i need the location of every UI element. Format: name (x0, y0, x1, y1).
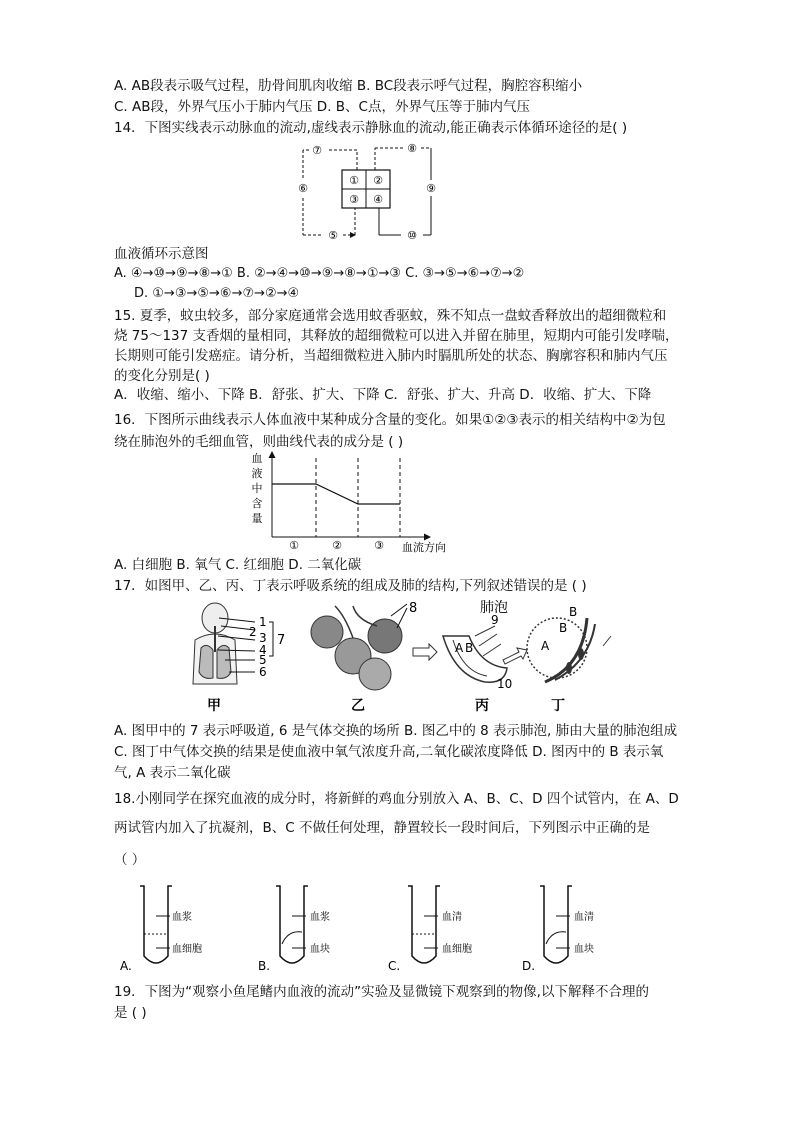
bing-label-a: A (455, 641, 464, 655)
jia-label-1: 1 (259, 615, 267, 629)
yi-label-8: 8 (409, 601, 418, 616)
q14-options-line-1: A. ④→⑩→⑨→⑧→① B. ②→④→⑩→⑨→⑧→①→③ C. ③→⑤→⑥→⑦→② (114, 266, 525, 281)
respiratory-figures (185, 596, 620, 716)
bing-label-9: 9 (491, 613, 499, 627)
q16-options: A. 白细胞 B. 氧气 C. 红细胞 D. 二氧化碳 (114, 557, 362, 573)
figure-name-jia: 甲 (207, 698, 221, 714)
q17-stem: 17．如图甲、乙、丙、丁表示呼吸系统的组成及肺的结构,下列叙述错误的是 ( ) (114, 578, 587, 594)
q19-line-1: 19．下图为“观察小鱼尾鳍内血液的流动”实验及显微镜下观察到的物像,以下解释不合理的 (114, 984, 649, 1000)
tube-c-bottom: 血细胞 (442, 944, 472, 955)
tube-a-top: 血浆 (172, 912, 192, 923)
label-8: ⑧ (407, 142, 417, 155)
ding-title: 肺泡 (480, 600, 508, 616)
label-5: ⑤ (328, 229, 338, 242)
q16-line-2: 绕在肺泡外的毛细血管，则曲线代表的成分是 ( ) (114, 434, 404, 450)
figure-name-yi: 乙 (351, 698, 365, 714)
q15-line-2: 烧 75～137 支香烟的量相同，其释放的超细微粒可以进入并留在肺里，短期内可能引发哮喘， (114, 328, 679, 344)
q14-options-line-2: D. ①→③→⑤→⑥→⑦→②→④ (134, 286, 300, 301)
tube-a (120, 886, 202, 973)
y-label-char-3: 中 (251, 482, 263, 495)
tube-d-top: 血清 (574, 912, 594, 923)
region-3: ③ (374, 539, 384, 552)
x-axis-label: 血流方向 (402, 541, 446, 554)
y-label-char-4: 含 (251, 497, 263, 510)
q15-options: A．收缩、缩小、下降 B．舒张、扩大、下降 C．舒张、扩大、升高 D．收缩、扩大、下降 (114, 387, 652, 403)
tube-b-top: 血浆 (310, 912, 330, 923)
tube-a-letter: A. (120, 959, 132, 973)
q18-line-2: 两试管内加入了抗凝剂，B、C 不做任何处理，静置较长一段时间后，下列图示中正确的是 (114, 820, 650, 836)
label-1: ① (349, 174, 359, 187)
y-label-char-1: 血 (251, 452, 263, 465)
label-3: ③ (349, 193, 359, 206)
jia-label-5: 5 (259, 653, 267, 667)
figure-jia (193, 603, 285, 714)
q17-options-line-2: C. 图丁中气体交换的结果是使血液中氧气浓度升高,二氧化碳浓度降低 D. 图丙中的 B 表示氧 (114, 744, 664, 760)
test-tubes-figure (118, 878, 638, 978)
ding-label-b2: B (559, 621, 568, 635)
region-1: ① (289, 539, 299, 552)
figure-yi (311, 601, 417, 714)
tube-c-top: 血清 (442, 912, 462, 923)
figure-name-bing: 丙 (475, 698, 489, 714)
label-4: ④ (373, 193, 383, 206)
q18-line-3: （ ） (114, 852, 146, 868)
figure-ding (480, 599, 611, 714)
tube-d-bottom: 血块 (574, 944, 594, 955)
q14-stem: 14．下图实线表示动脉血的流动,虚线表示静脉血的流动,能正确表示体循环途径的是( ) (114, 120, 628, 136)
figure-bing (443, 613, 512, 714)
label-6: ⑥ (298, 182, 308, 195)
tube-b (258, 886, 330, 973)
tube-c (388, 886, 472, 973)
figure-name-ding: 丁 (551, 698, 565, 714)
y-label-char-2: 液 (251, 467, 263, 480)
q17-options-line-1: A. 图甲中的 7 表示呼吸道, 6 是气体交换的场所 B. 图乙中的 8 表示肺泡, 肺由大量的肺泡组成 (114, 723, 678, 739)
q17-options-line-3: 气, A 表示二氧化碳 (114, 765, 231, 781)
q15-line-3: 长期则可能引发癌症。请分析，当超细微粒进入肺内时膈肌所处的状态、胸廓容积和肺内气压 (114, 348, 668, 364)
ding-label-a: A (541, 639, 550, 653)
tube-b-bottom: 血块 (310, 944, 330, 955)
tube-b-letter: B. (258, 959, 271, 973)
tube-d-letter: D. (522, 959, 536, 973)
tube-a-bottom: 血细胞 (172, 944, 202, 955)
tube-c-letter: C. (388, 959, 401, 973)
label-10: ⑩ (407, 229, 417, 242)
content-curve (272, 484, 400, 504)
region-2: ② (332, 539, 342, 552)
ding-label-b1: B (569, 605, 578, 619)
circulation-diagram (295, 140, 445, 245)
jia-label-6: 6 (259, 665, 267, 679)
y-label-char-5: 量 (251, 512, 263, 525)
q19-line-2: 是 ( ) (114, 1005, 147, 1021)
label-9: ⑨ (426, 182, 436, 195)
q13-options-line-1: A. AB段表示吸气过程，肋骨间肌肉收缩 B. BC段表示呼气过程，胸腔容积缩小 (114, 78, 583, 94)
y-axis-label (252, 452, 263, 525)
q15-line-4: 的变化分别是( ) (114, 368, 210, 384)
tube-d (522, 886, 594, 973)
jia-label-7: 7 (277, 633, 286, 648)
q15-line-1: 15. 夏季，蚊虫较多，部分家庭通常会选用蚊香驱蚊，殊不知点一盘蚊香释放出的超细微粒和 (114, 308, 667, 324)
bing-label-b: B (465, 641, 474, 655)
label-2: ② (373, 174, 383, 187)
label-7: ⑦ (312, 144, 322, 157)
q18-line-1: 18.小刚同学在探究血液的成分时，将新鲜的鸡血分别放入 A、B、C、D 四个试管内，在 A、D (114, 791, 679, 807)
q16-line-1: 16．下图所示曲线表示人体血液中某种成分含量的变化。如果①②③表示的相关结构中②为包 (114, 412, 666, 428)
bing-label-10: 10 (497, 677, 513, 691)
jia-label-4: 4 (259, 643, 267, 657)
jia-label-3: 3 (259, 631, 267, 645)
jia-label-2: 2 (249, 625, 257, 639)
q13-options-line-2: C. AB段，外界气压小于肺内气压 D. B、C点，外界气压等于肺内气压 (114, 99, 530, 115)
q14-figure-caption: 血液循环示意图 (114, 246, 209, 262)
blood-content-chart (245, 450, 460, 555)
